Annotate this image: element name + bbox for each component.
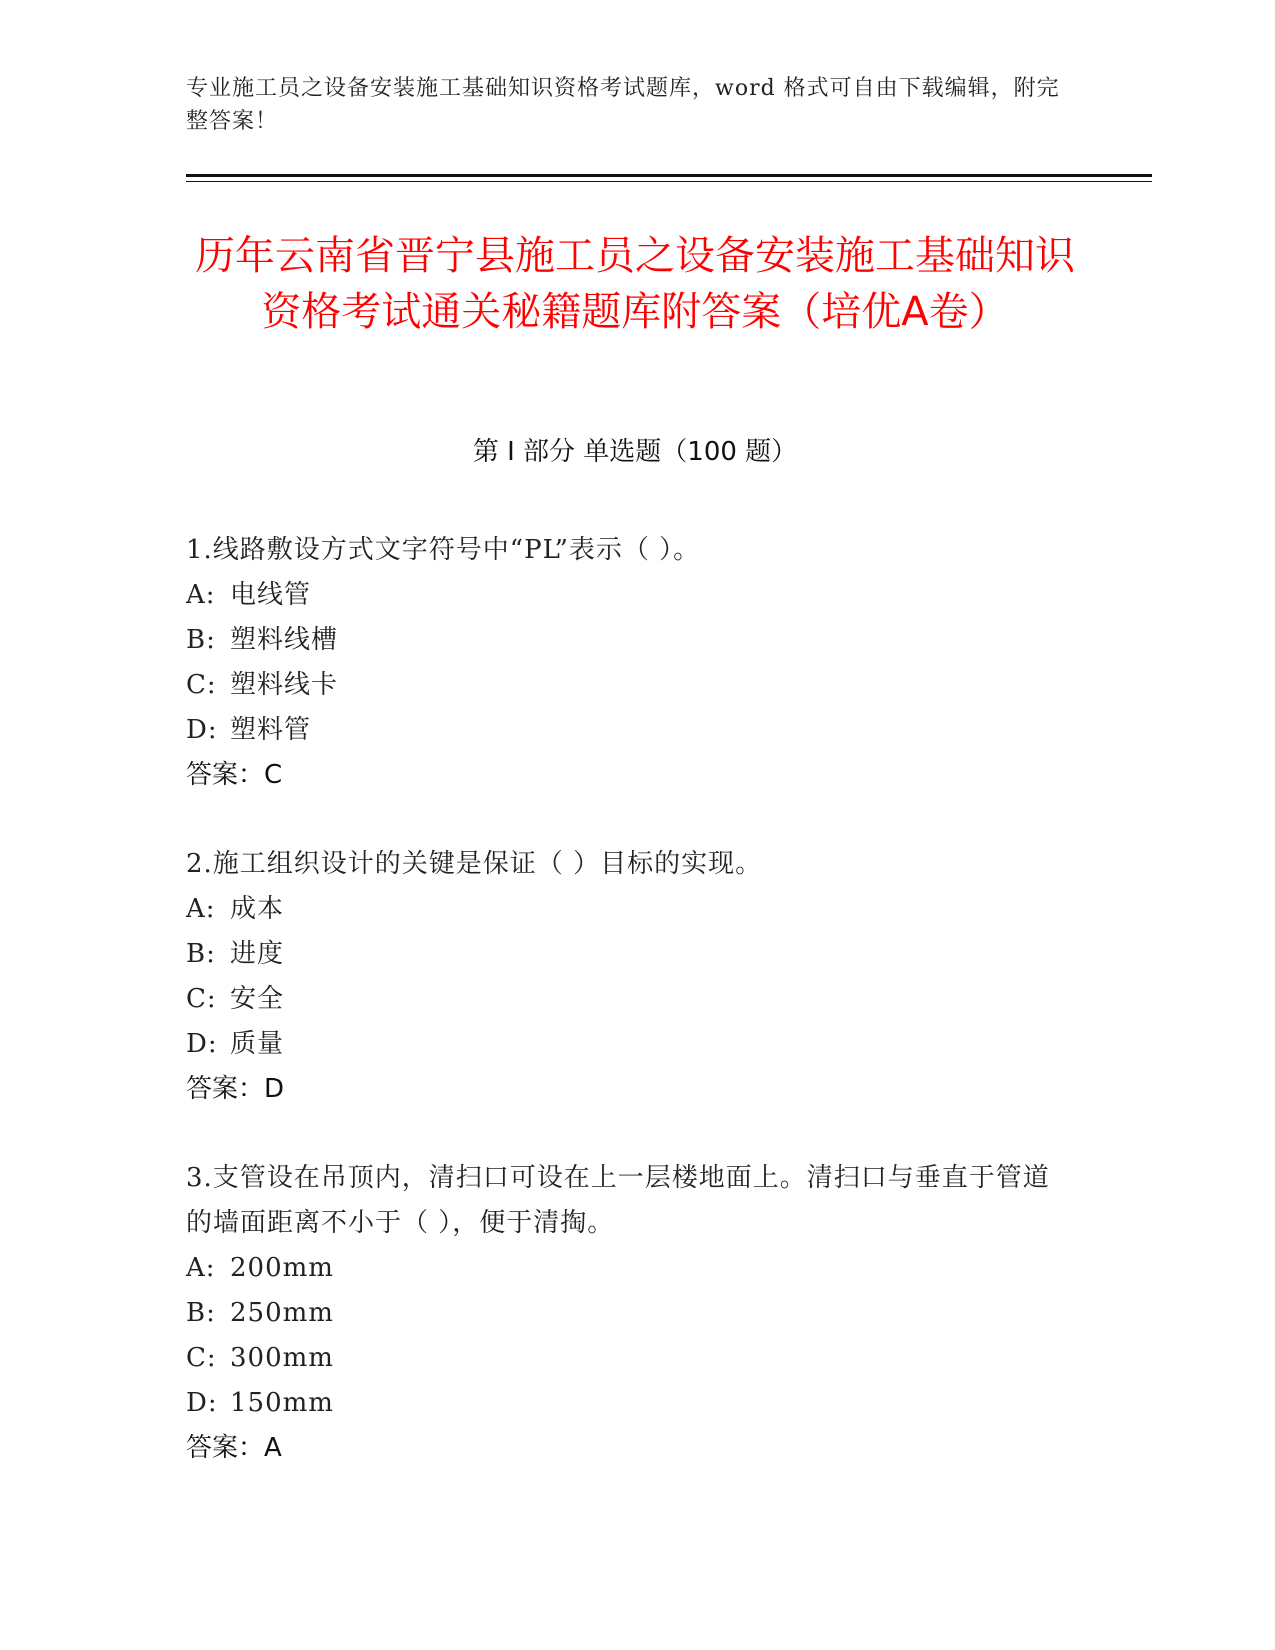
answer: 答案：A xyxy=(186,1433,282,1463)
option-text: 塑料管 xyxy=(230,715,312,745)
option-text: 电线管 xyxy=(230,580,312,610)
header-divider-thick xyxy=(186,174,1152,177)
header-note: 专业施工员之设备安装施工基础知识资格考试题库，word 格式可自由下载编辑，附完整答案！ xyxy=(186,76,1060,134)
option-d xyxy=(186,1022,1066,1067)
section-title: 第 I 部分 单选题（100 题） xyxy=(472,437,798,467)
option-text: 塑料线槽 xyxy=(230,625,339,655)
option-letter: B: xyxy=(186,939,216,969)
option-c xyxy=(186,1336,1066,1381)
option-text: 质量 xyxy=(230,1029,285,1059)
option-b xyxy=(186,618,1066,663)
option-text: 150mm xyxy=(230,1388,334,1418)
option-letter: B: xyxy=(186,1298,216,1328)
option-text: 300mm xyxy=(230,1343,334,1373)
question-2 xyxy=(186,842,1066,1112)
option-letter: C: xyxy=(186,1343,217,1373)
option-a xyxy=(186,887,1066,932)
question-text: 2.施工组织设计的关键是保证（ ）目标的实现。 xyxy=(186,849,763,879)
option-text: 进度 xyxy=(230,939,285,969)
option-text: 成本 xyxy=(230,894,285,924)
option-letter: A: xyxy=(186,894,216,924)
option-b xyxy=(186,932,1066,977)
option-text: 250mm xyxy=(230,1298,334,1328)
option-c xyxy=(186,977,1066,1022)
option-letter: A: xyxy=(186,1253,216,1283)
answer: 答案：C xyxy=(186,760,283,790)
option-d xyxy=(186,1381,1066,1426)
option-text: 200mm xyxy=(230,1253,334,1283)
option-c xyxy=(186,663,1066,708)
option-letter: C: xyxy=(186,984,217,1014)
question-list xyxy=(186,528,1066,1515)
question-text: 1.线路敷设方式文字符号中“PL”表示（ ）。 xyxy=(186,535,701,565)
question-3 xyxy=(186,1156,1066,1471)
option-d xyxy=(186,708,1066,753)
question-text: 3.支管设在吊顶内，清扫口可设在上一层楼地面上。清扫口与垂直于管道的墙面距离不小于（ ），便于清掏。 xyxy=(186,1163,1050,1238)
question-1 xyxy=(186,528,1066,798)
option-letter: D: xyxy=(186,1029,218,1059)
option-b xyxy=(186,1291,1066,1336)
option-text: 塑料线卡 xyxy=(230,670,339,700)
option-letter: D: xyxy=(186,715,218,745)
option-letter: D: xyxy=(186,1388,218,1418)
header-divider-thin xyxy=(186,181,1152,182)
answer: 答案：D xyxy=(186,1074,285,1104)
option-letter: B: xyxy=(186,625,216,655)
option-a xyxy=(186,573,1066,618)
option-letter: C: xyxy=(186,670,217,700)
option-letter: A: xyxy=(186,580,216,610)
document-title: 历年云南省晋宁县施工员之设备安装施工基础知识资格考试通关秘籍题库附答案（培优A卷） xyxy=(195,233,1075,335)
option-a xyxy=(186,1246,1066,1291)
option-text: 安全 xyxy=(230,984,285,1014)
